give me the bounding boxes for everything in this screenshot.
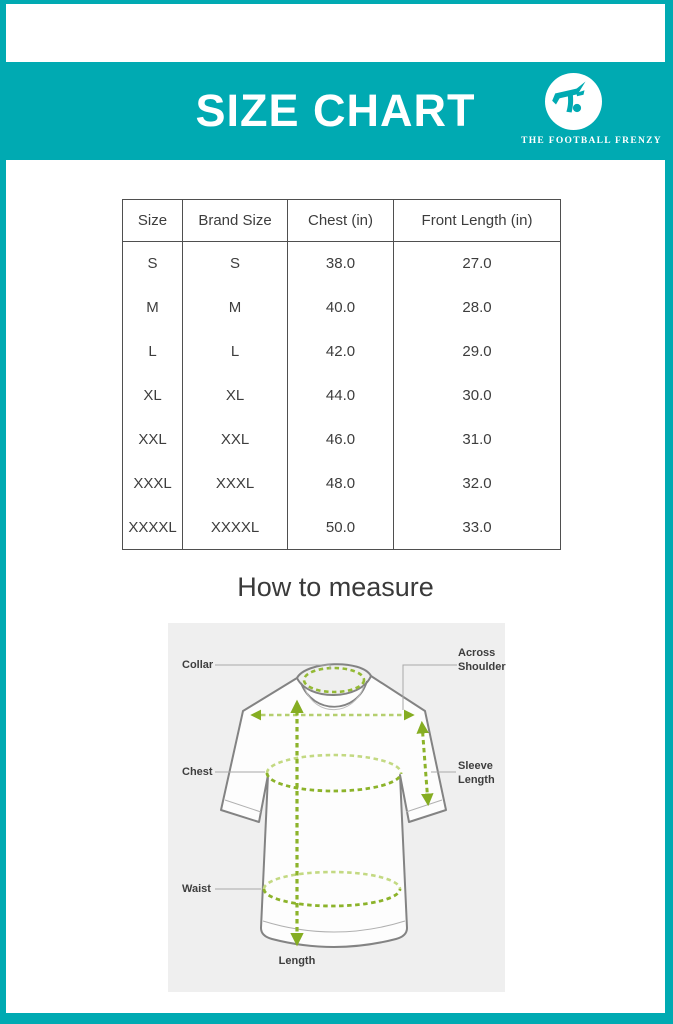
cell-front-length: 31.0 xyxy=(394,418,561,462)
cell-brand-size: XL xyxy=(183,374,288,418)
label-across-shoulder: Across Shoulder xyxy=(458,647,506,673)
brand-monogram-icon xyxy=(545,73,602,130)
brand-name: THE FOOTBALL FRENZY xyxy=(521,136,662,146)
cell-chest: 42.0 xyxy=(288,330,394,374)
table-row xyxy=(123,462,561,506)
column-header-brand-size: Brand Size xyxy=(183,200,288,242)
cell-size: XXXL xyxy=(123,462,183,506)
column-header-size: Size xyxy=(123,200,183,242)
tshirt-measure-diagram xyxy=(168,623,505,992)
top-white-band xyxy=(6,4,665,62)
cell-size: S xyxy=(123,242,183,286)
table-row xyxy=(123,330,561,374)
cell-chest: 46.0 xyxy=(288,418,394,462)
main-content xyxy=(6,160,665,1013)
table-row xyxy=(123,286,561,330)
cell-front-length: 32.0 xyxy=(394,462,561,506)
column-header-chest: Chest (in) xyxy=(288,200,394,242)
table-row xyxy=(123,242,561,286)
cell-chest: 44.0 xyxy=(288,374,394,418)
cell-brand-size: XXXXL xyxy=(183,506,288,550)
cell-size: XL xyxy=(123,374,183,418)
how-to-measure-heading: How to measure xyxy=(237,572,434,602)
cell-front-length: 30.0 xyxy=(394,374,561,418)
cell-front-length: 28.0 xyxy=(394,286,561,330)
table-row xyxy=(123,418,561,462)
cell-front-length: 29.0 xyxy=(394,330,561,374)
cell-brand-size: M xyxy=(183,286,288,330)
cell-size: L xyxy=(123,330,183,374)
size-table xyxy=(122,199,561,550)
cell-chest: 40.0 xyxy=(288,286,394,330)
cell-front-length: 33.0 xyxy=(394,506,561,550)
page-title: SIZE CHART xyxy=(195,85,476,136)
measure-diagram-panel xyxy=(168,623,505,992)
cell-brand-size: L xyxy=(183,330,288,374)
brand-logo xyxy=(518,73,665,146)
table-row xyxy=(123,506,561,550)
cell-size: M xyxy=(123,286,183,330)
cell-size: XXXXL xyxy=(123,506,183,550)
cell-brand-size: XXL xyxy=(183,418,288,462)
title-band xyxy=(6,62,665,160)
column-header-front-length: Front Length (in) xyxy=(394,200,561,242)
cell-front-length: 27.0 xyxy=(394,242,561,286)
label-waist: Waist xyxy=(182,883,211,895)
table-row xyxy=(123,374,561,418)
size-table-header xyxy=(123,200,561,242)
brand-logo-circle xyxy=(545,73,602,130)
cell-brand-size: XXXL xyxy=(183,462,288,506)
collar-measure-line xyxy=(304,668,364,692)
label-sleeve-length: Sleeve Length xyxy=(458,760,495,786)
label-chest: Chest xyxy=(182,766,213,778)
cell-chest: 48.0 xyxy=(288,462,394,506)
cell-chest: 50.0 xyxy=(288,506,394,550)
cell-chest: 38.0 xyxy=(288,242,394,286)
cell-size: XXL xyxy=(123,418,183,462)
label-length: Length xyxy=(278,955,316,967)
label-collar: Collar xyxy=(182,659,214,671)
page-inner xyxy=(6,4,665,1013)
cell-brand-size: S xyxy=(183,242,288,286)
